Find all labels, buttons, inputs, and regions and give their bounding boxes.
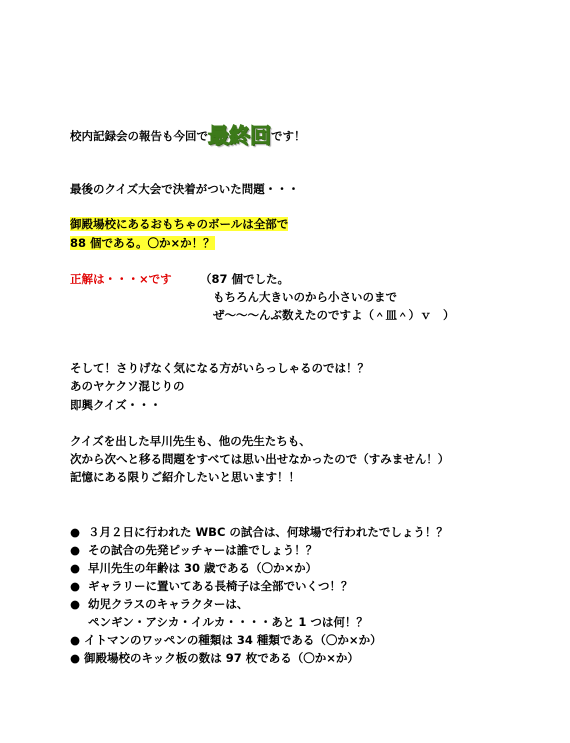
quiz-item-text: ギャラリーに置いてある長椅子は全部でいくつ！？ bbox=[88, 579, 353, 593]
quiz-item-text: その試合の先発ピッチャーは誰でしょう！？ bbox=[88, 543, 318, 557]
intro-prefix: 校内記録会の報告も今回で bbox=[70, 129, 208, 143]
quiz-item-text: 幼児クラスのキャラクターは、 bbox=[88, 597, 249, 611]
question-line-1 bbox=[70, 216, 288, 232]
quiz-item-text: 御殿場校のキック板の数は 97 枚である（〇か×か） bbox=[84, 651, 359, 665]
para3-line-3: 記憶にある限りご紹介したいと思います！！ bbox=[70, 470, 300, 484]
quiz-item-text: 早川先生の年齢は 30 歳である（〇か×か） bbox=[88, 561, 318, 575]
quiz-item bbox=[70, 560, 317, 576]
final-episode-emphasis: 最終回 bbox=[208, 124, 271, 148]
bullet-icon: ● bbox=[70, 561, 81, 575]
quiz-item bbox=[70, 578, 353, 594]
quiz-item-continuation: ペンギン・アシカ・イルカ・・・・あと 1 つは何！？ bbox=[88, 615, 368, 629]
para2-line-2: あのヤケクソ混じりの bbox=[70, 379, 185, 393]
quiz-item bbox=[70, 632, 382, 648]
quiz-item bbox=[70, 650, 359, 666]
quiz-item bbox=[70, 596, 248, 612]
bullet-icon: ● bbox=[70, 525, 81, 539]
quiz-item-text: ３月２日に行われた WBC の試合は、何球場で行われたでしょう！？ bbox=[88, 525, 448, 539]
para3-line-2: 次から次へと移る問題をすべては思い出せなかったので（すみません！） bbox=[70, 452, 450, 466]
quiz-item-text: イトマンのワッペンの種類は 34 種類である（〇か×か） bbox=[84, 633, 382, 647]
bullet-icon: ● bbox=[70, 597, 81, 611]
quiz-item bbox=[70, 524, 448, 540]
bullet-icon: ● bbox=[70, 633, 81, 647]
bullet-icon: ● bbox=[70, 579, 81, 593]
bullet-icon: ● bbox=[70, 543, 81, 557]
answer-detail-1: （87 個でした。 bbox=[200, 272, 290, 286]
answer-label: 正解は・・・×です bbox=[70, 272, 172, 286]
para2-line-1: そして！さりげなく気になる方がいらっしゃるのでは！？ bbox=[70, 361, 369, 375]
quiz-item bbox=[70, 542, 317, 558]
question-text-2: 88 個である。〇か×か！？ bbox=[70, 236, 215, 250]
intro-line bbox=[70, 124, 306, 148]
para2-line-3: 即興クイズ・・・ bbox=[70, 398, 162, 412]
lead-text: 最後のクイズ大会で決着がついた問題・・・ bbox=[70, 182, 300, 196]
intro-suffix: です！ bbox=[271, 129, 306, 143]
answer-detail-3: ぜ～～～んぶ数えたのですよ（＾皿＾）ｖ ） bbox=[213, 308, 455, 322]
question-line-2 bbox=[70, 235, 215, 251]
para3-line-1: クイズを出した早川先生も、他の先生たちも、 bbox=[70, 434, 311, 448]
bullet-icon: ● bbox=[70, 651, 81, 665]
question-text-1: 御殿場校にあるおもちゃのボールは全部で bbox=[70, 217, 289, 231]
answer-detail-2: もちろん大きいのから小さいのまで bbox=[213, 290, 397, 304]
